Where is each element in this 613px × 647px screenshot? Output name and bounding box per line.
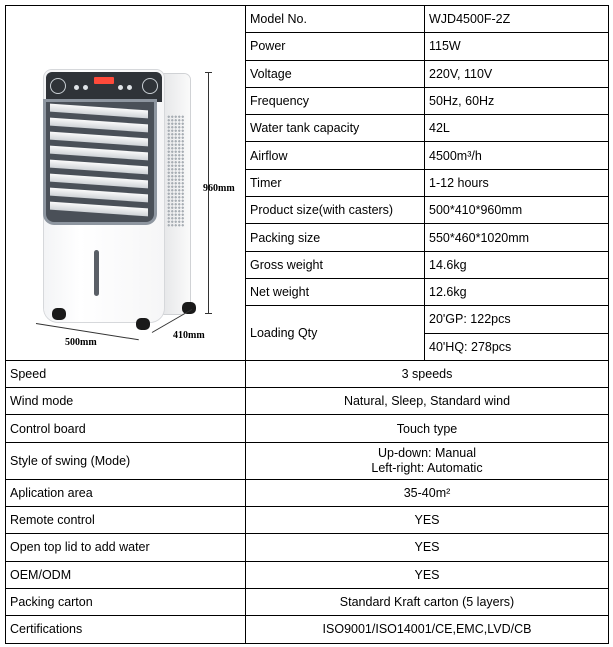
- spec-label: Model No.: [246, 6, 425, 33]
- feature-label: OEM/ODM: [6, 561, 246, 588]
- feature-label: Wind mode: [6, 388, 246, 415]
- dial-icon: [50, 78, 66, 94]
- louver: [50, 173, 148, 188]
- louver: [50, 187, 148, 202]
- water-tank-front: [48, 224, 160, 314]
- louver: [50, 159, 148, 174]
- feature-value: 3 speeds: [246, 360, 609, 387]
- feature-label: Style of swing (Mode): [6, 442, 246, 479]
- table-row: [6, 6, 609, 33]
- feature-value: YES: [246, 561, 609, 588]
- spec-value: 14.6kg: [425, 251, 609, 278]
- louver-frame: [46, 102, 154, 222]
- spec-label: Gross weight: [246, 251, 425, 278]
- spec-value: 500*410*960mm: [425, 197, 609, 224]
- panel-button-icon: [74, 85, 79, 90]
- feature-label: Remote control: [6, 507, 246, 534]
- feature-value: Natural, Sleep, Standard wind: [246, 388, 609, 415]
- loading-gp-value: 20'GP: 122pcs: [425, 306, 609, 333]
- depth-dimension-label: 410mm: [173, 329, 205, 341]
- louver: [50, 103, 148, 118]
- spec-value: WJD4500F-2Z: [425, 6, 609, 33]
- spec-value: 12.6kg: [425, 278, 609, 305]
- spec-label: Voltage: [246, 60, 425, 87]
- spec-label: Net weight: [246, 278, 425, 305]
- spec-value: 550*460*1020mm: [425, 224, 609, 251]
- feature-value: Standard Kraft carton (5 layers): [246, 588, 609, 615]
- feature-label: Speed: [6, 360, 246, 387]
- feature-label: Open top lid to add water: [6, 534, 246, 561]
- control-panel: [46, 72, 162, 102]
- feature-value: YES: [246, 534, 609, 561]
- feature-label: Control board: [6, 415, 246, 442]
- panel-button-icon: [83, 85, 88, 90]
- caster-wheel-icon: [52, 308, 66, 320]
- panel-button-icon: [127, 85, 132, 90]
- caster-wheel-icon: [136, 318, 150, 330]
- led-display: [94, 77, 114, 84]
- table-row: [6, 507, 609, 534]
- feature-value: [246, 442, 609, 479]
- spec-value: 115W: [425, 33, 609, 60]
- spec-label: Timer: [246, 169, 425, 196]
- table-row: [6, 534, 609, 561]
- swing-updown-value: Up-down: Manual: [378, 445, 476, 460]
- spec-value: 50Hz, 60Hz: [425, 87, 609, 114]
- louver: [50, 117, 148, 132]
- spec-label: Packing size: [246, 224, 425, 251]
- side-grille: [167, 115, 184, 227]
- table-row: [6, 415, 609, 442]
- water-level-window: [94, 250, 99, 296]
- feature-value: Touch type: [246, 415, 609, 442]
- dial-icon: [142, 78, 158, 94]
- louver: [50, 201, 148, 216]
- spec-label: Product size(with casters): [246, 197, 425, 224]
- spec-value: 1-12 hours: [425, 169, 609, 196]
- spec-label: Airflow: [246, 142, 425, 169]
- loading-hq-value: 40'HQ: 278pcs: [425, 333, 609, 360]
- table-row: [6, 442, 609, 479]
- swing-leftright-value: Left-right: Automatic: [371, 460, 483, 475]
- feature-value: YES: [246, 507, 609, 534]
- table-row: [6, 616, 609, 643]
- louver: [50, 131, 148, 146]
- panel-button-icon: [118, 85, 123, 90]
- table-row: [6, 588, 609, 615]
- louver: [50, 145, 148, 160]
- product-image-cell: [6, 6, 246, 361]
- table-row: [6, 561, 609, 588]
- feature-label: Packing carton: [6, 588, 246, 615]
- spec-label: Power: [246, 33, 425, 60]
- table-row: [6, 360, 609, 387]
- width-dimension-label: 500mm: [65, 336, 97, 348]
- spec-value: 220V, 110V: [425, 60, 609, 87]
- feature-value: 35-40m²: [246, 479, 609, 506]
- spec-sheet: [5, 5, 608, 641]
- feature-label: Aplication area: [6, 479, 246, 506]
- air-cooler-illustration: [6, 10, 246, 356]
- feature-label: Certifications: [6, 616, 246, 643]
- spec-value: 4500m³/h: [425, 142, 609, 169]
- height-dimension-label: 960mm: [203, 182, 235, 194]
- spec-label: Water tank capacity: [246, 115, 425, 142]
- loading-qty-label: Loading Qty: [246, 306, 425, 361]
- feature-value: ISO9001/ISO14001/CE,EMC,LVD/CB: [246, 616, 609, 643]
- spec-table: [5, 5, 609, 644]
- table-row: [6, 388, 609, 415]
- spec-label: Frequency: [246, 87, 425, 114]
- table-row: [6, 479, 609, 506]
- spec-value: 42L: [425, 115, 609, 142]
